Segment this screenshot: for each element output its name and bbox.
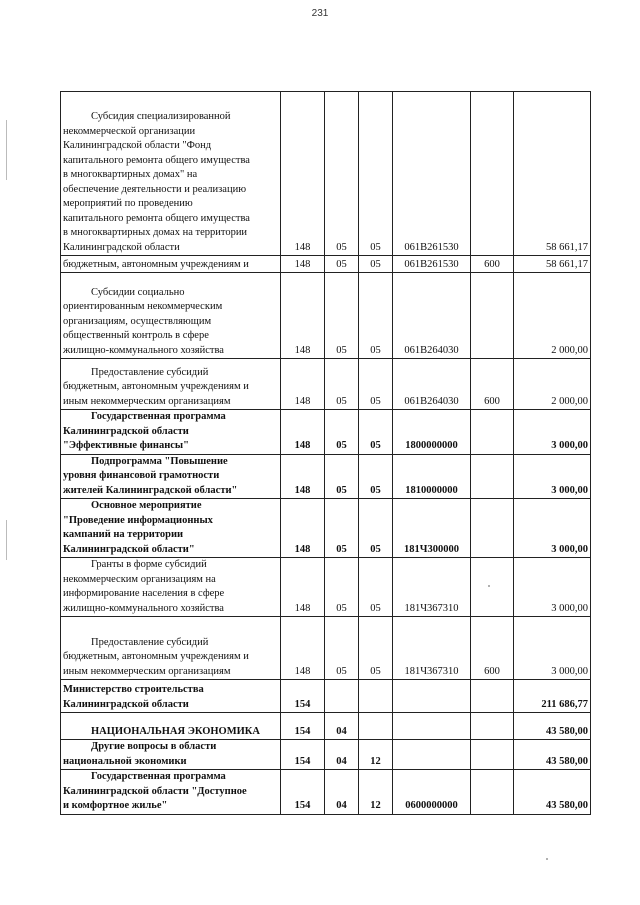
target-article-cell: 181Ч367310 xyxy=(393,617,471,680)
expense-type-cell: 600 xyxy=(471,617,514,680)
section-cell: 04 xyxy=(325,713,359,740)
grbs-cell: 148 xyxy=(281,558,325,617)
table-row xyxy=(61,454,591,499)
table-row xyxy=(61,273,591,359)
section-cell xyxy=(325,680,359,713)
target-article-cell: 1810000000 xyxy=(393,454,471,499)
table-row xyxy=(61,680,591,713)
grbs-cell: 148 xyxy=(281,454,325,499)
table-row xyxy=(61,359,591,410)
page-number: 231 xyxy=(311,8,329,19)
budget-table xyxy=(60,91,591,815)
table-row xyxy=(61,770,591,815)
section-cell: 05 xyxy=(325,256,359,273)
name-cell xyxy=(61,617,281,680)
grbs-cell: 148 xyxy=(281,410,325,455)
row-label: Предоставление субсидий бюджетным, автономным учреждениям и иным некоммерческим организациям xyxy=(63,366,249,407)
amount-cell: 2 000,00 xyxy=(514,359,591,410)
amount-cell: 3 000,00 xyxy=(514,558,591,617)
subsection-cell: 05 xyxy=(359,359,393,410)
section-cell: 05 xyxy=(325,92,359,256)
amount-cell: 2 000,00 xyxy=(514,273,591,359)
target-article-cell: 1800000000 xyxy=(393,410,471,455)
name-cell xyxy=(61,359,281,410)
name-cell xyxy=(61,740,281,770)
target-article-cell xyxy=(393,680,471,713)
subsection-cell: 05 xyxy=(359,92,393,256)
name-cell xyxy=(61,454,281,499)
amount-cell: 58 661,17 xyxy=(514,256,591,273)
subsection-cell: 05 xyxy=(359,410,393,455)
amount-cell: 211 686,77 xyxy=(514,680,591,713)
grbs-cell: 154 xyxy=(281,740,325,770)
grbs-cell: 154 xyxy=(281,680,325,713)
section-cell: 05 xyxy=(325,359,359,410)
row-label: Субсидия специализированной некоммерческой организации Калининградской области "Фонд капитального ремонта общего имущества в многоквартирных домах" на обеспечение деятельности и реализацию мероприятий по проведению капитального ремонта общего имущества в многоквартирных домах на территории Калининградской области xyxy=(63,111,250,253)
amount-cell: 3 000,00 xyxy=(514,410,591,455)
subsection-cell: 05 xyxy=(359,273,393,359)
name-cell xyxy=(61,770,281,815)
target-article-cell xyxy=(393,740,471,770)
scan-edge-mark xyxy=(6,120,7,180)
table-row xyxy=(61,713,591,740)
section-cell: 04 xyxy=(325,770,359,815)
table-row xyxy=(61,740,591,770)
subsection-cell: 05 xyxy=(359,454,393,499)
section-cell: 05 xyxy=(325,410,359,455)
expense-type-cell: 600 xyxy=(471,359,514,410)
target-article-cell: 061В261530 xyxy=(393,256,471,273)
amount-cell: 3 000,00 xyxy=(514,617,591,680)
expense-type-cell xyxy=(471,680,514,713)
row-label: Другие вопросы в области национальной экономики xyxy=(63,741,217,767)
section-cell: 04 xyxy=(325,740,359,770)
table-row xyxy=(61,558,591,617)
target-article-cell: 061В264030 xyxy=(393,359,471,410)
target-article-cell: 181Ч367310 xyxy=(393,558,471,617)
subsection-cell xyxy=(359,713,393,740)
name-cell xyxy=(61,558,281,617)
expense-type-cell xyxy=(471,558,514,617)
amount-cell: 3 000,00 xyxy=(514,499,591,558)
row-label: Государственная программа Калининградской области "Эффективные финансы" xyxy=(63,411,226,451)
expense-type-cell xyxy=(471,454,514,499)
subsection-cell: 05 xyxy=(359,558,393,617)
target-article-cell: 061В261530 xyxy=(393,92,471,256)
expense-type-cell xyxy=(471,410,514,455)
name-cell xyxy=(61,410,281,455)
section-cell: 05 xyxy=(325,454,359,499)
expense-type-cell xyxy=(471,273,514,359)
grbs-cell: 148 xyxy=(281,499,325,558)
target-article-cell: 0600000000 xyxy=(393,770,471,815)
grbs-cell: 154 xyxy=(281,770,325,815)
row-label: Субсидии социально ориентированным некоммерческим организациям, осуществляющим общественный контроль в сфере жилищно-коммунального хозяйства xyxy=(63,286,224,356)
expense-type-cell xyxy=(471,499,514,558)
target-article-cell: 181Ч300000 xyxy=(393,499,471,558)
target-article-cell: 061В264030 xyxy=(393,273,471,359)
section-cell: 05 xyxy=(325,499,359,558)
name-cell xyxy=(61,680,281,713)
section-cell: 05 xyxy=(325,617,359,680)
amount-cell: 3 000,00 xyxy=(514,454,591,499)
grbs-cell: 148 xyxy=(281,256,325,273)
row-label: Предоставление субсидий бюджетным, автономным учреждениям и иным некоммерческим организациям xyxy=(63,636,249,677)
amount-cell: 58 661,17 xyxy=(514,92,591,256)
subsection-cell: 05 xyxy=(359,256,393,273)
amount-cell: 43 580,00 xyxy=(514,770,591,815)
table-row xyxy=(61,92,591,256)
table-row xyxy=(61,256,591,273)
row-label: Гранты в форме субсидий некоммерческим организациям на информирование населения в сфере жилищно-коммунального хозяйства xyxy=(63,559,225,614)
scan-dot xyxy=(546,858,548,860)
name-cell xyxy=(61,273,281,359)
grbs-cell: 148 xyxy=(281,92,325,256)
subsection-cell: 05 xyxy=(359,617,393,680)
name-cell xyxy=(61,256,281,273)
subsection-cell xyxy=(359,680,393,713)
row-label: Государственная программа Калининградской области "Доступное и комфортное жилье" xyxy=(63,771,247,811)
grbs-cell: 148 xyxy=(281,359,325,410)
expense-type-cell xyxy=(471,770,514,815)
expense-type-cell xyxy=(471,740,514,770)
row-label: НАЦИОНАЛЬНАЯ ЭКОНОМИКА xyxy=(91,725,260,737)
subsection-cell: 12 xyxy=(359,770,393,815)
section-cell: 05 xyxy=(325,273,359,359)
grbs-cell: 154 xyxy=(281,713,325,740)
name-cell xyxy=(61,499,281,558)
row-label: Подпрограмма "Повышение уровня финансовой грамотности жителей Калининградской области" xyxy=(63,455,238,496)
subsection-cell: 05 xyxy=(359,499,393,558)
row-label: Министерство строительства Калининградской области xyxy=(63,684,204,710)
expense-type-cell: 600 xyxy=(471,256,514,273)
expense-type-cell xyxy=(471,92,514,256)
grbs-cell: 148 xyxy=(281,273,325,359)
table-body xyxy=(61,92,591,815)
section-cell: 05 xyxy=(325,558,359,617)
amount-cell: 43 580,00 xyxy=(514,713,591,740)
table-row xyxy=(61,617,591,680)
name-cell xyxy=(61,92,281,256)
table-row xyxy=(61,499,591,558)
scan-edge-mark xyxy=(6,520,7,560)
expense-type-cell xyxy=(471,713,514,740)
table-row xyxy=(61,410,591,455)
amount-cell: 43 580,00 xyxy=(514,740,591,770)
row-label: Основное мероприятие "Проведение информационных кампаний на территории Калининградской области" xyxy=(63,500,213,555)
row-label: бюджетным, автономным учреждениям и xyxy=(63,258,249,270)
name-cell xyxy=(61,713,281,740)
subsection-cell: 12 xyxy=(359,740,393,770)
grbs-cell: 148 xyxy=(281,617,325,680)
target-article-cell xyxy=(393,713,471,740)
